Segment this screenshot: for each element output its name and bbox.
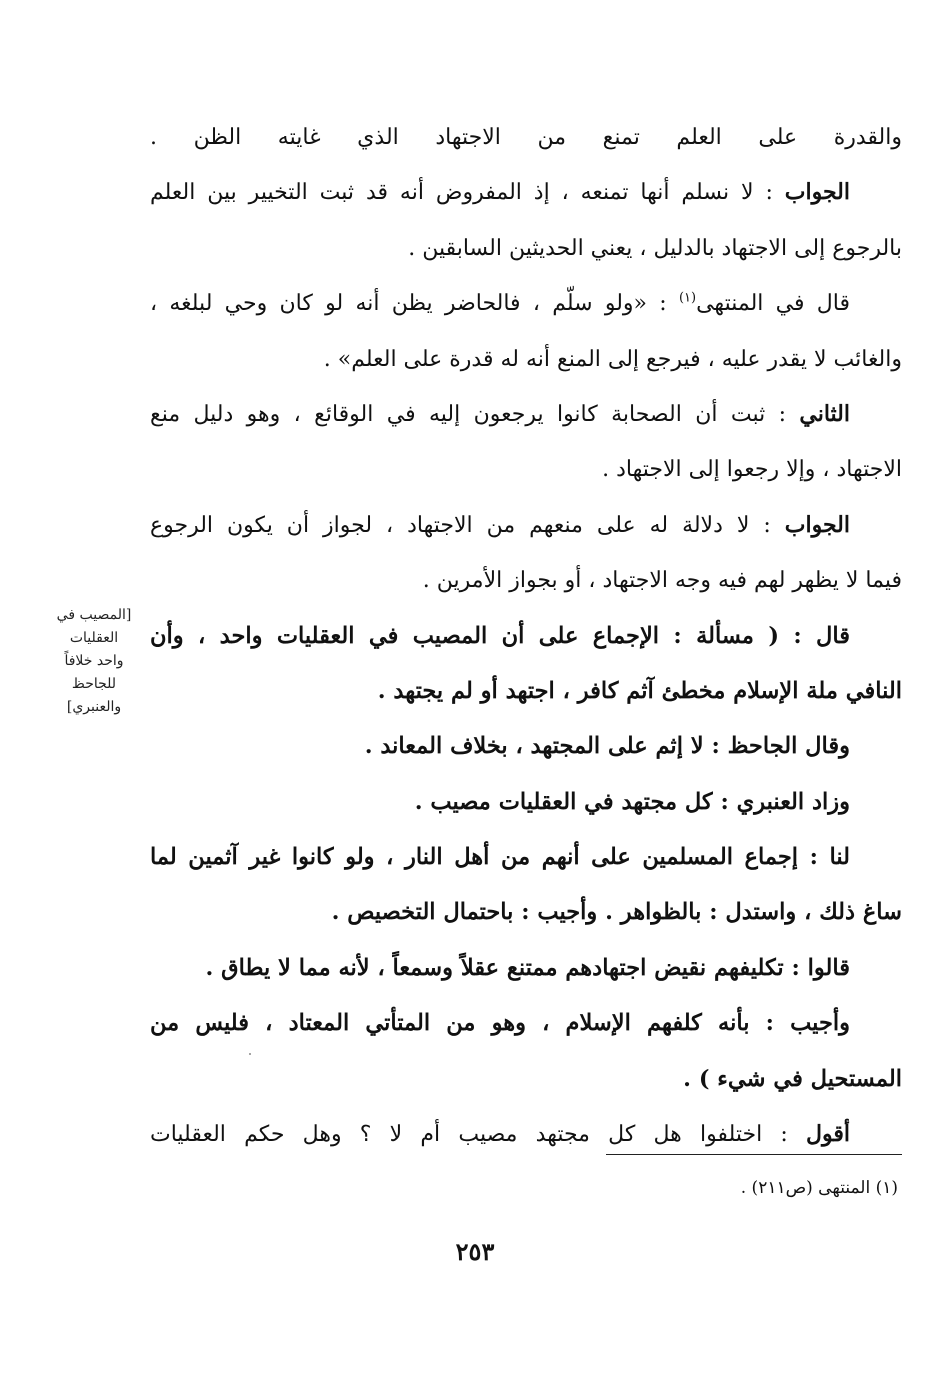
print-speck bbox=[249, 1053, 251, 1055]
text-line bbox=[150, 719, 902, 774]
line-lead: الجواب bbox=[784, 511, 850, 538]
line-text: ساغ ذلك ، واستدل : بالظواهر . وأجيب : باحتمال التخصيص . bbox=[331, 899, 902, 926]
margin-note-line: العقليات bbox=[69, 630, 119, 646]
margin-note-line: والعنبري] bbox=[66, 699, 122, 715]
line-lead: الثاني bbox=[799, 400, 850, 427]
text-line bbox=[150, 498, 902, 553]
line-text: الاجتهاد ، وإلا رجعوا إلى الاجتهاد . bbox=[602, 457, 902, 483]
margin-note-line: للجاحظ bbox=[71, 676, 117, 692]
text-line bbox=[150, 442, 902, 497]
margin-note-line: [المصيب في bbox=[56, 607, 132, 623]
line-text: فيما لا يظهر لهم فيه وجه الاجتهاد ، أو بجواز الأمرين . bbox=[422, 568, 902, 594]
line-text: : لا نسلم أنها تمنعه ، إذ المفروض أنه قد ثبت التخيير بين العلم bbox=[150, 180, 785, 206]
main-text-block bbox=[150, 110, 902, 1162]
line-text: بالرجوع إلى الاجتهاد بالدليل ، يعني الحديثين السابقين . bbox=[408, 235, 902, 261]
line-text: : لا دلالة له على منعهم من الاجتهاد ، لجواز أن يكون الرجوع bbox=[150, 512, 785, 538]
text-line bbox=[150, 664, 902, 719]
line-text: وزاد العنبري : كل مجتهد في العقليات مصيب . bbox=[414, 788, 850, 815]
text-line bbox=[150, 609, 902, 664]
margin-note-line: واحد خلافاً bbox=[64, 653, 124, 669]
text-line bbox=[150, 276, 902, 331]
line-text: قالوا : تكليفهم نقيض اجتهادهم ممتنع عقلاً وسمعاً ، لأنه مما لا يطاق . bbox=[205, 954, 850, 981]
footnote: (١) المنتهى (ص٢١١) . bbox=[740, 1178, 898, 1198]
line-text: : اختلفوا هل كل مجتهد مصيب أم لا ؟ وهل حكم العقليات bbox=[150, 1122, 807, 1148]
text-line bbox=[150, 221, 902, 276]
line-text: لنا : إجماع المسلمين على أنهم من أهل النار ، ولو كانوا غير آثمين لما bbox=[150, 844, 850, 871]
line-pre: قال في المنتهى bbox=[696, 291, 850, 317]
text-line bbox=[150, 387, 902, 442]
line-text: وقال الجاحظ : لا إثم على المجتهد ، بخلاف المعاند . bbox=[364, 733, 850, 760]
text-line bbox=[150, 1052, 902, 1107]
text-line bbox=[150, 165, 902, 220]
line-text: النافي ملة الإسلام مخطئ آثم كافر ، اجتهد أو لم يجتهد . bbox=[377, 677, 902, 704]
line-text: : ثبت أن الصحابة كانوا يرجعون إليه في الوقائع ، وهو دليل منع bbox=[150, 401, 800, 427]
text-line bbox=[150, 332, 902, 387]
text-line bbox=[150, 830, 902, 885]
text-line bbox=[150, 996, 902, 1051]
line-text: والغائب لا يقدر عليه ، فيرجع إلى المنع أنه له قدرة على العلم» . bbox=[323, 346, 902, 372]
line-text: قال : ( مسألة : الإجماع على أن المصيب في العقليات واحد ، وأن bbox=[150, 622, 850, 649]
line-lead: أقول bbox=[806, 1121, 850, 1148]
line-text: : «ولو سلّم ، فالحاضر يظن أنه لو كان وحي لبلغه ، bbox=[150, 291, 679, 317]
text-line bbox=[150, 553, 902, 608]
line-text: والقدرة على العلم تمنع من الاجتهاد الذي غايته الظن . bbox=[150, 125, 902, 150]
text-line bbox=[150, 775, 902, 830]
footnote-reference[interactable]: (١) bbox=[678, 290, 697, 306]
page-number: ٢٥٣ bbox=[455, 1237, 495, 1266]
text-line bbox=[150, 110, 902, 165]
text-line bbox=[150, 941, 902, 996]
line-text: المستحيل في شيء ) . bbox=[683, 1065, 902, 1092]
line-text: وأجيب : بأنه كلفهم الإسلام ، وهو من المتأتي المعتاد ، فليس من bbox=[150, 1010, 850, 1037]
text-line bbox=[150, 885, 902, 940]
margin-note bbox=[44, 604, 144, 719]
footnote-separator bbox=[606, 1154, 902, 1155]
line-lead: الجواب bbox=[784, 179, 850, 206]
